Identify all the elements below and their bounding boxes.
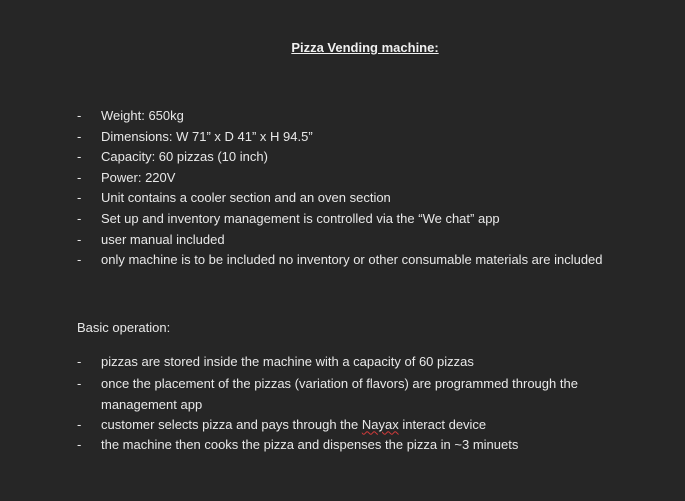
list-item (77, 230, 603, 251)
operation-payment-after: interact device (398, 416, 487, 432)
list-item (77, 209, 603, 230)
list-item (77, 127, 603, 148)
spec-dimensions: Dimensions: W 71” x D 41” x H 94.5” (101, 128, 313, 144)
list-item (77, 373, 601, 415)
bullet-dash: - (77, 210, 82, 226)
spec-setup: Set up and inventory management is controlled via the “We chat” app (101, 210, 500, 226)
operation-cooking: the machine then cooks the pizza and dispenses the pizza in ~3 minuets (101, 437, 519, 453)
list-item (77, 352, 601, 373)
operation-list (77, 352, 601, 456)
list-item (77, 250, 603, 271)
spec-manual: user manual included (101, 231, 225, 247)
spec-power: Power: 220V (101, 169, 176, 185)
bullet-dash: - (77, 416, 82, 432)
bullet-dash: - (77, 128, 82, 144)
operation-storage: pizzas are stored inside the machine with a capacity of 60 pizzas (101, 354, 474, 369)
list-item (77, 435, 601, 456)
bullet-dash: - (77, 354, 82, 369)
bullet-dash: - (77, 252, 82, 268)
bullet-dash: - (77, 149, 82, 165)
bullet-dash: - (77, 231, 82, 247)
list-item (77, 106, 603, 127)
bullet-dash: - (77, 437, 82, 453)
bullet-dash: - (77, 108, 82, 123)
spellcheck-word: Nayax (361, 416, 399, 432)
spec-capacity: Capacity: 60 pizzas (10 inch) (101, 149, 268, 165)
operation-programming: once the placement of the pizzas (variation of flavors) are programmed through the management app (101, 375, 578, 412)
spec-sections: Unit contains a cooler section and an oven section (101, 190, 391, 206)
list-item (77, 168, 603, 189)
bullet-dash: - (77, 169, 82, 185)
spec-inclusion: only machine is to be included no inventory or other consumable materials are included (101, 252, 603, 268)
list-item (77, 188, 603, 209)
spec-list (77, 106, 603, 271)
document-title: Pizza Vending machine: (291, 40, 439, 55)
operation-heading: Basic operation: (77, 320, 171, 335)
bullet-dash: - (77, 375, 82, 391)
spec-weight: Weight: 650kg (101, 108, 184, 123)
bullet-dash: - (77, 190, 82, 206)
list-item (77, 415, 601, 436)
list-item (77, 147, 603, 168)
operation-payment-before: customer selects pizza and pays through the (101, 416, 362, 432)
